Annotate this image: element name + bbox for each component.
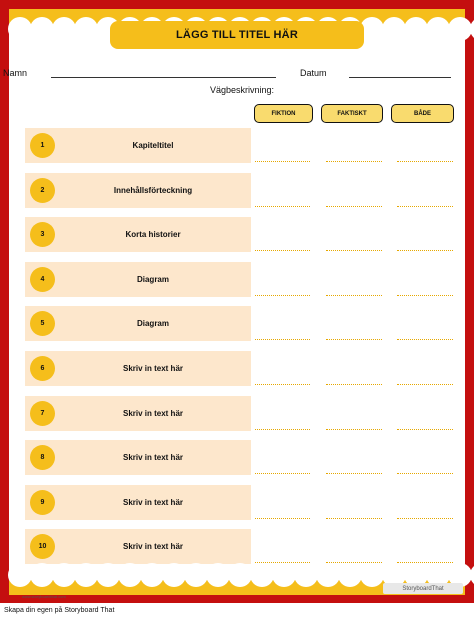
column-header-fact: FAKTISKT (321, 104, 383, 123)
fiction-answer-line[interactable] (255, 250, 310, 251)
table-row (25, 128, 251, 163)
row-number-badge: 7 (30, 401, 55, 426)
instructions-label: Vägbeskrivning: (210, 85, 275, 95)
row-label[interactable]: Kapiteltitel (132, 141, 174, 150)
fact-answer-line[interactable] (326, 384, 382, 385)
fact-answer-line[interactable] (326, 518, 382, 519)
row-label[interactable]: Skriv in text här (122, 364, 184, 373)
table-row (25, 529, 251, 564)
fact-answer-line[interactable] (326, 250, 382, 251)
table-row (25, 351, 251, 386)
row-number-badge: 3 (30, 222, 55, 247)
row-number-badge: 6 (30, 356, 55, 381)
fact-answer-line[interactable] (326, 295, 382, 296)
row-number-badge: 4 (30, 267, 55, 292)
fact-answer-line[interactable] (326, 339, 382, 340)
fiction-answer-line[interactable] (255, 339, 310, 340)
row-label[interactable]: Diagram (136, 275, 169, 284)
row-number-badge: 2 (30, 178, 55, 203)
fiction-answer-line[interactable] (255, 206, 310, 207)
row-number-badge: 1 (30, 133, 55, 158)
row-label[interactable]: Korta historier (125, 230, 181, 239)
row-label[interactable]: Skriv in text här (122, 453, 184, 462)
table-row (25, 440, 251, 475)
both-answer-line[interactable] (397, 295, 453, 296)
fiction-answer-line[interactable] (255, 384, 310, 385)
fact-answer-line[interactable] (326, 473, 382, 474)
title-banner[interactable] (110, 21, 364, 49)
storyboard-logo[interactable]: StoryboardThat (383, 583, 463, 594)
fact-answer-line[interactable] (326, 206, 382, 207)
date-label: Datum (300, 68, 327, 78)
table-row (25, 306, 251, 341)
fiction-answer-line[interactable] (255, 295, 310, 296)
row-label[interactable]: Skriv in text här (122, 409, 184, 418)
both-answer-line[interactable] (397, 384, 453, 385)
fiction-answer-line[interactable] (255, 562, 310, 563)
table-row (25, 262, 251, 297)
row-number-badge: 10 (30, 534, 55, 559)
fiction-answer-line[interactable] (255, 161, 310, 162)
name-line[interactable] (51, 77, 276, 78)
fact-answer-line[interactable] (326, 562, 382, 563)
both-answer-line[interactable] (397, 206, 453, 207)
both-answer-line[interactable] (397, 473, 453, 474)
row-number-badge: 9 (30, 490, 55, 515)
page-title: LÄGG TILL TITEL HÄR (176, 29, 298, 41)
row-label[interactable]: Diagram (136, 319, 169, 328)
table-row (25, 173, 251, 208)
both-answer-line[interactable] (397, 562, 453, 563)
column-header-both: BÅDE (391, 104, 454, 123)
name-label: Namn (3, 68, 28, 78)
fiction-answer-line[interactable] (255, 473, 310, 474)
fiction-answer-line[interactable] (255, 518, 310, 519)
both-answer-line[interactable] (397, 518, 453, 519)
footer-url: www.storyboardthat.com (22, 594, 66, 599)
row-number-badge: 5 (30, 311, 55, 336)
both-answer-line[interactable] (397, 339, 453, 340)
both-answer-line[interactable] (397, 161, 453, 162)
both-answer-line[interactable] (397, 250, 453, 251)
worksheet-paper (3, 9, 465, 599)
date-line[interactable] (349, 77, 451, 78)
fiction-answer-line[interactable] (255, 429, 310, 430)
row-label[interactable]: Skriv in text här (122, 498, 184, 507)
table-row (25, 485, 251, 520)
row-label[interactable]: Innehållsförteckning (113, 186, 193, 195)
footer-caption[interactable]: Skapa din egen på Storyboard That (4, 607, 115, 614)
row-number-badge: 8 (30, 445, 55, 470)
table-row (25, 396, 251, 431)
table-row (25, 217, 251, 252)
fact-answer-line[interactable] (326, 429, 382, 430)
fact-answer-line[interactable] (326, 161, 382, 162)
column-header-fiction: FIKTION (254, 104, 313, 123)
row-label[interactable]: Skriv in text här (122, 542, 184, 551)
both-answer-line[interactable] (397, 429, 453, 430)
